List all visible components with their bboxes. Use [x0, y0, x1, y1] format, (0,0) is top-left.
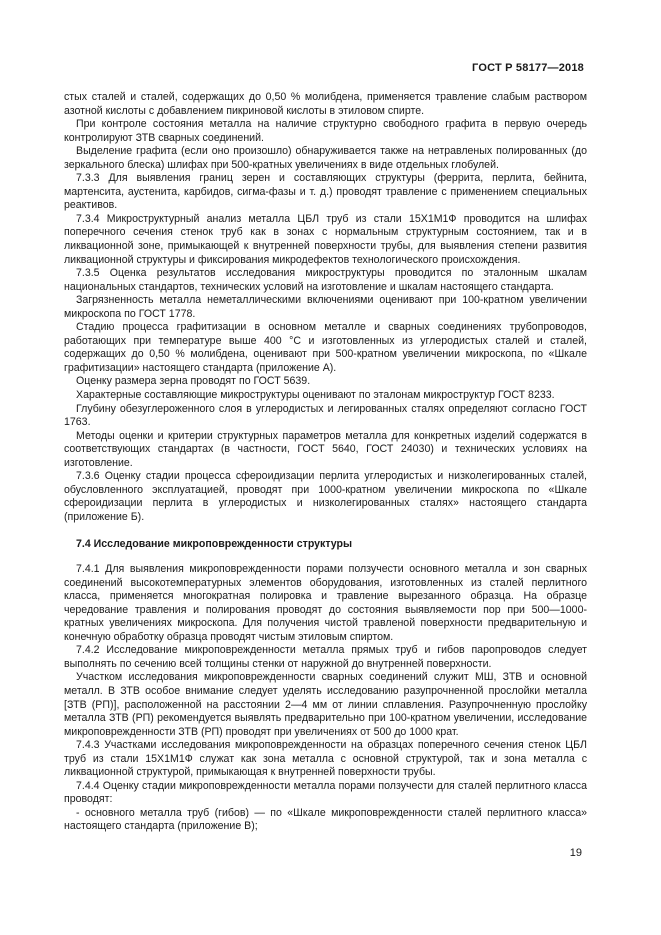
paragraph: Характерные составляющие микроструктуры оценивают по эталонам микроструктур ГОСТ 8233.	[76, 389, 555, 402]
document-header: ГОСТ Р 58177—2018	[472, 62, 584, 74]
paragraph: Загрязненность металла неметаллическими включениями оценивают при 100-кратном увеличении микроскопа по ГОСТ 1778.	[64, 294, 587, 320]
paragraph: 7.3.3 Для выявления границ зерен и составляющих структуры (феррита, перлита, бейнита, мартенсита, аустенита, карбидов, сигма-фазы и т. д.) проводят травление с применением специальных реактивов.	[64, 172, 587, 212]
paragraph: 7.3.6 Оценку стадии процесса сфероидизации перлита углеродистых и низколегированных сталей, обусловленного эксплуатацией, проводят при 1000-кратном увеличении микроскопа по «Шкале сфероидизации перлита в углеродистых и низколегированных сталях» настоящего стандарта (приложение Б).	[64, 470, 587, 523]
paragraph: Выделение графита (если оно произошло) обнаруживается также на нетравленых полированных (до зеркального блеска) шлифах при 500-кратных увеличениях в виде отдельных глобулей.	[64, 145, 587, 171]
paragraph: Участком исследования микроповрежденности сварных соединений служит МШ, ЗТВ и основной металл. В ЗТВ особое внимание следует уделять исследованию разупрочненной прослойки металла [ЗТВ (РП)], расположенной на расстоянии 2—4 мм от линии сплавления. Разупрочненную прослойку металла ЗТВ (РП) рекомендуется выявлять предварительно при 100-кратном увеличении, исследование микроповрежденности ЗТВ (РП) проводят при увеличениях от 500 до 1000 крат.	[64, 671, 587, 738]
paragraph: При контроле состояния металла на наличие структурно свободного графита в первую очередь контролируют ЗТВ сварных соединений.	[64, 118, 587, 144]
section-title: 7.4 Исследование микроповрежденности структуры	[76, 537, 353, 550]
paragraph: Оценку размера зерна проводят по ГОСТ 5639.	[76, 375, 311, 388]
paragraphs-top	[64, 91, 587, 525]
paragraph: Стадию процесса графитизации в основном металле и сварных соединениях трубопроводов, работающих при температуре выше 400 °С и изготовленных из углеродистых сталей и сталей, содержащих до 0,50 % молибдена, оценивают при 500-кратном увеличении микроскопа, по «Шкале графитизации» настоящего стандарта (приложение А).	[64, 321, 587, 374]
paragraph: Глубину обезуглероженного слоя в углеродистых и легированных сталях определяют согласно ГОСТ 1763.	[64, 402, 587, 429]
paragraph: - основного металла труб (гибов) — по «Шкале микроповрежденности сталей перлитного класса» настоящего стандарта (приложение В);	[64, 806, 587, 833]
document-body	[64, 91, 587, 834]
paragraph: Методы оценки и критерии структурных параметров металла для конкретных изделий содержатся в соответствующих стандартах (в частности, ГОСТ 5640, ГОСТ 24030) и технических условиях на изготовление.	[64, 429, 587, 469]
paragraph: 7.4.1 Для выявления микроповрежденности порами ползучести основного металла и зон сварных соединений высокотемпературных элементов оборудования, изготовленных из сталей перлитного класса, применяется многократная полировка и травление вырезанного образца. На образце чередование травления и полирования проводят до состояния выявляемости пор при 500—1000-кратных увеличениях микроскопа. Для получения чистой травленой поверхности предварительную и конечную обработку образца проводят чистым этиловым спиртом.	[64, 563, 587, 643]
paragraphs-bottom	[64, 563, 587, 834]
paragraph: стых сталей и сталей, содержащих до 0,50 % молибдена, применяется травление слабым раствором азотной кислоты с добавлением пикриновой кислоты в этиловом спирте.	[64, 91, 587, 117]
page-number: 19	[569, 847, 582, 859]
paragraph: 7.4.4 Оценку стадии микроповрежденности металла порами ползучести для сталей перлитного класса проводят:	[64, 779, 587, 806]
paragraph: 7.3.4 Микроструктурный анализ металла ЦБЛ труб из стали 15Х1М1Ф проводится на шлифах поперечного сечения стенок труб как в зонах с нормальным структурным состоянием, так и в ликвационной зоне, примыкающей к внутренней поверхности трубы, для выявления степени развития ликвационной структуры и фиксирования микродефектов технологического происхождения.	[64, 212, 587, 266]
paragraph: 7.3.5 Оценка результатов исследования микроструктуры проводится по эталонным шкалам национальных стандартов, технических условий на изготовление и шкалам настоящего стандарта.	[64, 267, 587, 293]
paragraph: 7.4.3 Участками исследования микроповрежденности на образцах поперечного сечения стенок ЦБЛ труб из стали 15Х1М1Ф служат как зона металла с основной структурой, так и зона металла с ликвационной структурой, примыкающая к внутренней поверхности трубы.	[64, 739, 587, 779]
paragraph: 7.4.2 Исследование микроповрежденности металла прямых труб и гибов паропроводов следует выполнять по сечению всей толщины стенки от наружной до внутренней поверхности.	[64, 644, 587, 670]
